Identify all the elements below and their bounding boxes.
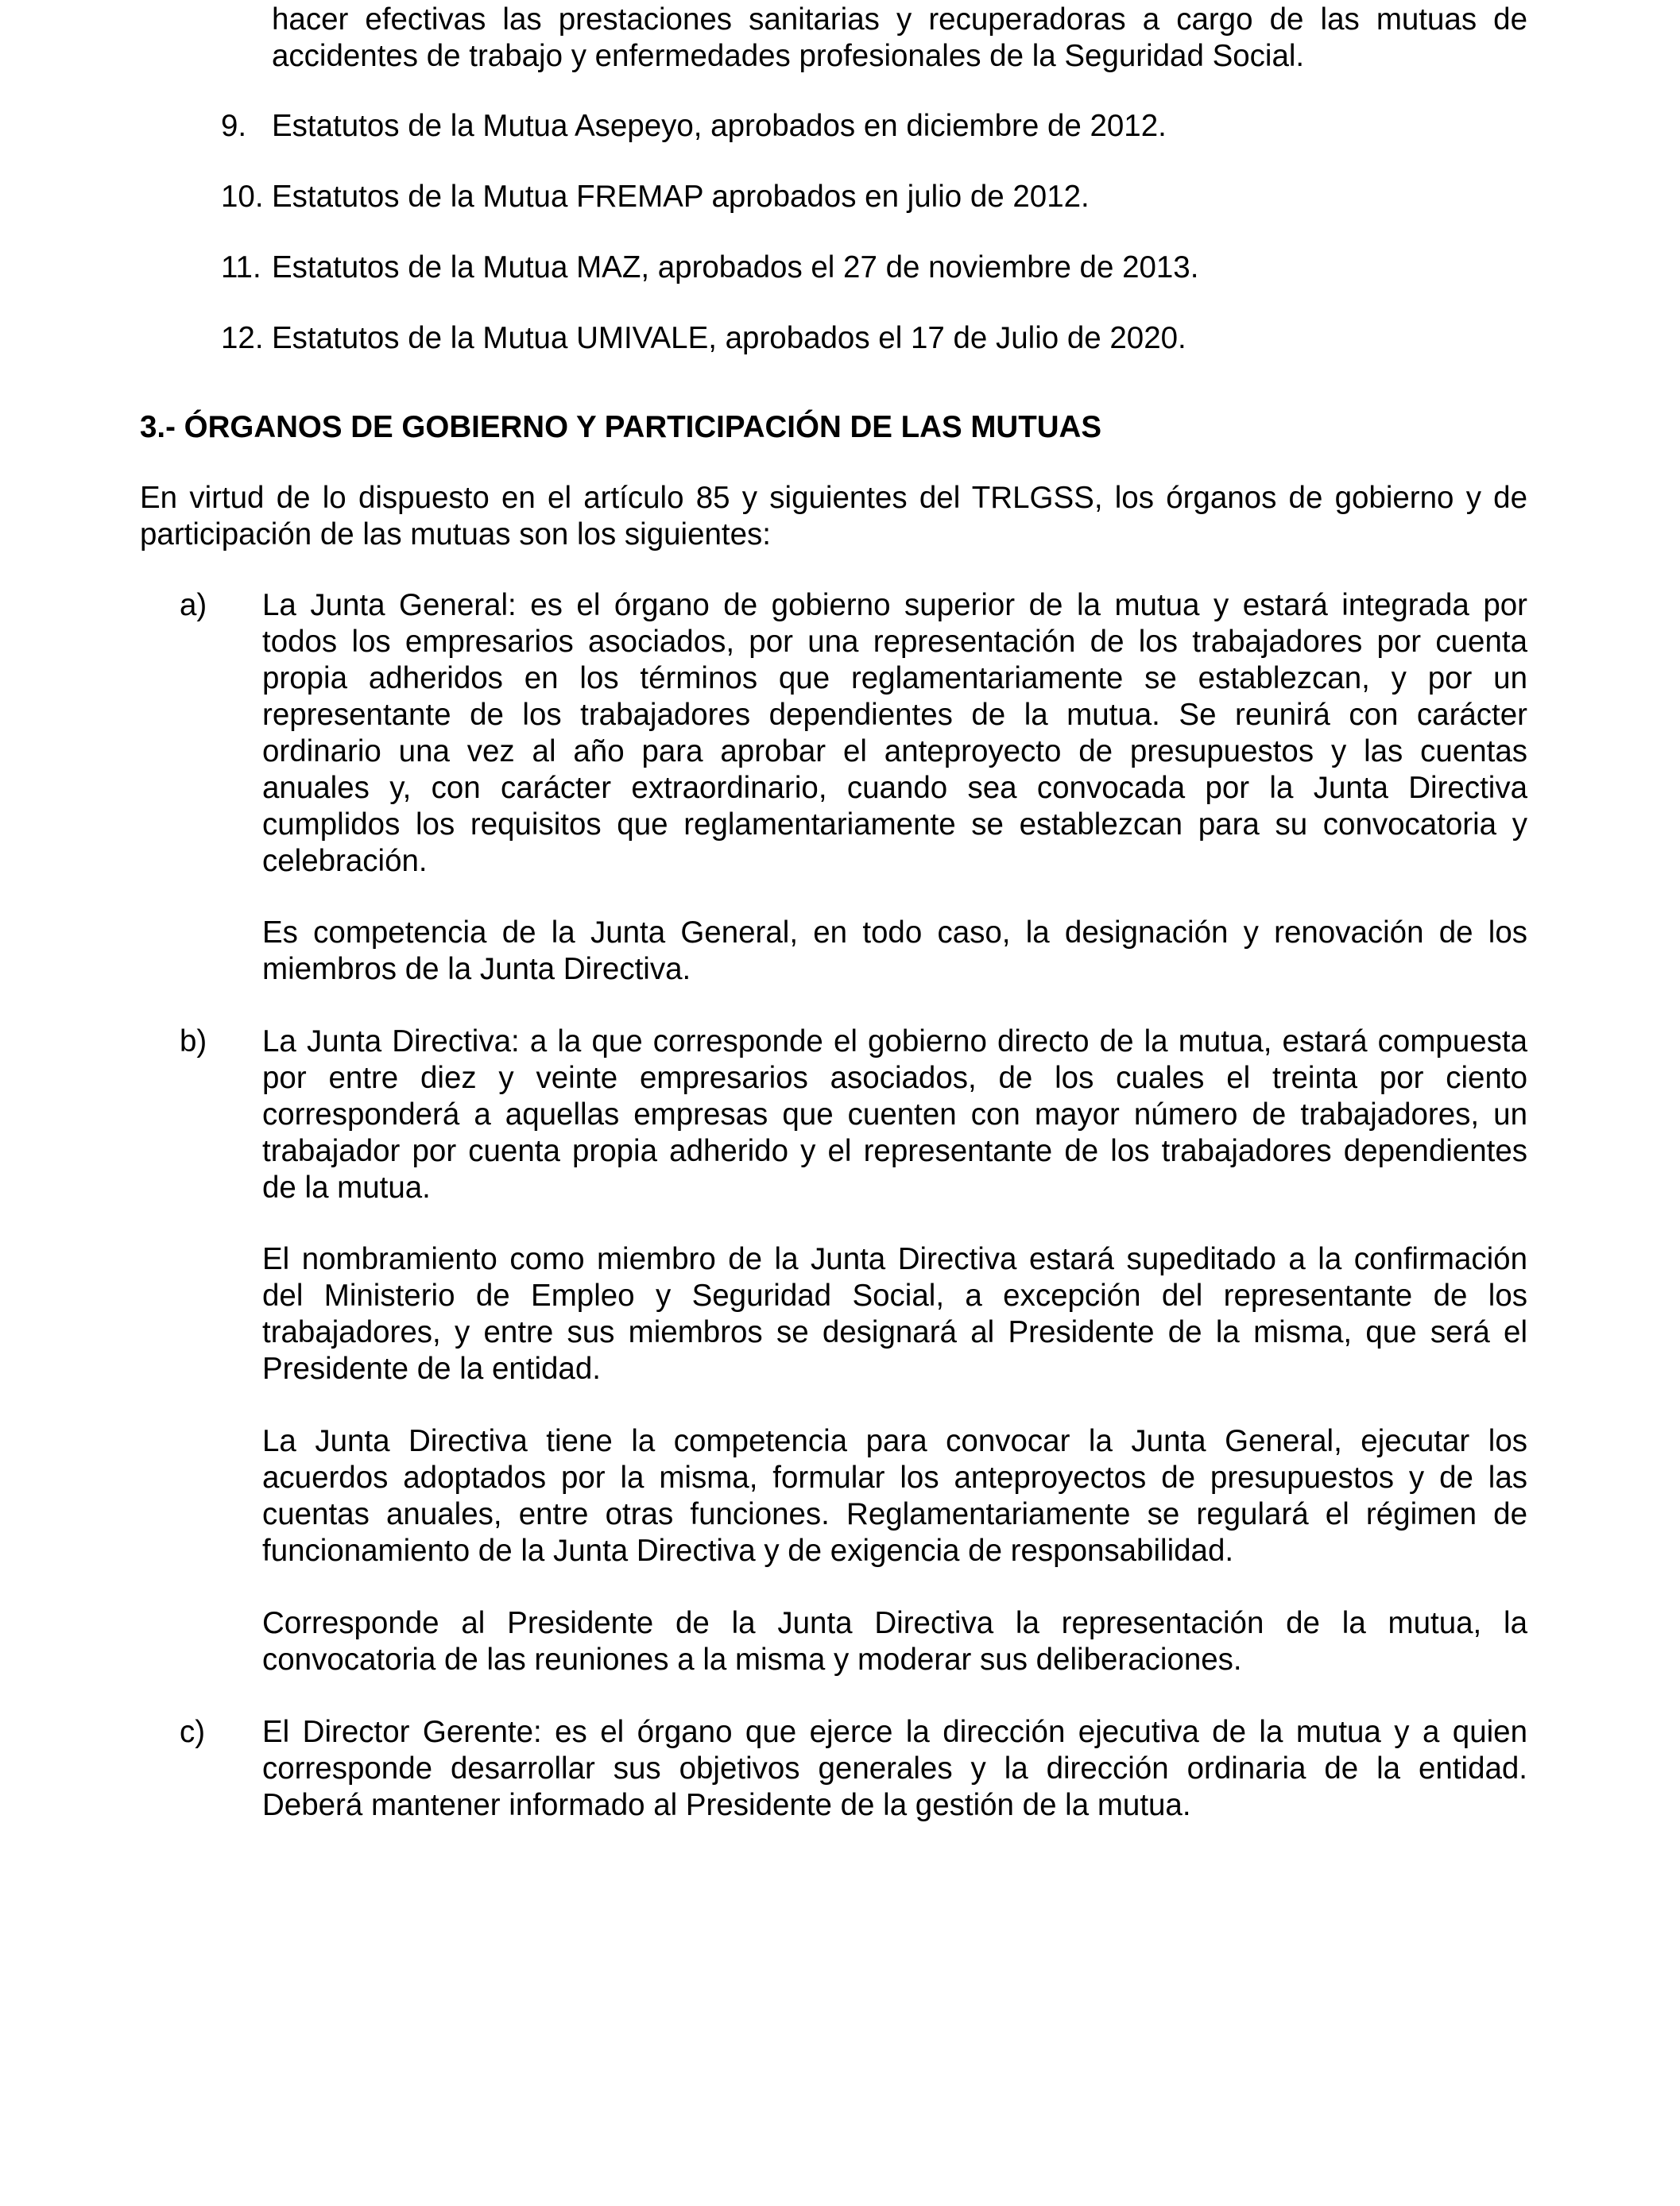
- list-number: 10.: [221, 180, 264, 214]
- list-number: 11.: [221, 250, 261, 284]
- item-b-paragraph-3: La Junta Directiva tiene la competencia para convocar la Junta General, ejecutar los acuerdos adoptados por la misma, formular los anteproyectos de presupuestos y de las cuentas anuales, entre otras funciones. Reglamentariamente se regulará el régimen de funcionamiento de la Junta Directiva y de exigencia de responsabilidad.: [262, 1424, 1527, 1568]
- item-b-paragraph-2: El nombramiento como miembro de la Junta Directiva estará supeditado a la confirmación del Ministerio de Empleo y Seguridad Social, a excepción del representante de los trabajadores, y entre sus miembros se designará al Presidente de la misma, que será el Presidente de la entidad.: [262, 1242, 1527, 1386]
- item-c-paragraph-1: El Director Gerente: es el órgano que ejerce la dirección ejecutiva de la mutua y a quien corresponde desarrollar sus objetivos generales y la dirección ordinaria de la entidad. Deberá mantener informado al Presidente de la gestión de la mutua.: [262, 1715, 1527, 1822]
- section-heading: 3.- ÓRGANOS DE GOBIERNO Y PARTICIPACIÓN DE LAS MUTUAS: [140, 410, 1102, 444]
- list-item-text: Estatutos de la Mutua MAZ, aprobados el 27 de noviembre de 2013.: [272, 250, 1199, 284]
- item-letter: b): [180, 1024, 207, 1058]
- section-intro: En virtud de lo dispuesto en el artículo 85 y siguientes del TRLGSS, los órganos de gobierno y de participación de las mutuas son los siguientes:: [140, 481, 1527, 552]
- item-b-paragraph-1: La Junta Directiva: a la que corresponde el gobierno directo de la mutua, estará compuesta por entre diez y veinte empresarios asociados, de los cuales el treinta por ciento corresponderá a aquellas empresas que cuenten con mayor número de trabajadores, un trabajador por cuenta propia adherido y el representante de los trabajadores dependientes de la mutua.: [262, 1024, 1527, 1205]
- item-letter: a): [180, 588, 207, 622]
- item-a-paragraph-2: Es competencia de la Junta General, en todo caso, la designación y renovación de los miembros de la Junta Directiva.: [262, 915, 1527, 986]
- list-number: 9.: [221, 109, 247, 143]
- continuation-paragraph: hacer efectivas las prestaciones sanitarias y recuperadoras a cargo de las mutuas de accidentes de trabajo y enfermedades profesionales de la Seguridad Social.: [272, 2, 1527, 73]
- list-number: 12.: [221, 321, 264, 355]
- list-item-text: Estatutos de la Mutua UMIVALE, aprobados el 17 de Julio de 2020.: [272, 321, 1186, 355]
- list-item-text: Estatutos de la Mutua FREMAP aprobados en julio de 2012.: [272, 180, 1090, 214]
- list-item-text: Estatutos de la Mutua Asepeyo, aprobados en diciembre de 2012.: [272, 109, 1167, 143]
- item-a-paragraph-1: La Junta General: es el órgano de gobierno superior de la mutua y estará integrada por todos los empresarios asociados, por una representación de los trabajadores por cuenta propia adheridos en los términos que reglamentariamente se establezcan, y por un representante de los trabajadores dependientes de la mutua. Se reunirá con carácter ordinario una vez al año para aprobar el anteproyecto de presupuestos y las cuentas anuales y, con carácter extraordinario, cuando sea convocada por la Junta Directiva cumplidos los requisitos que reglamentariamente se establezcan para su convocatoria y celebración.: [262, 588, 1527, 878]
- item-b-paragraph-4: Corresponde al Presidente de la Junta Directiva la representación de la mutua, la convocatoria de las reuniones a la misma y moderar sus deliberaciones.: [262, 1606, 1527, 1677]
- item-letter: c): [180, 1715, 206, 1749]
